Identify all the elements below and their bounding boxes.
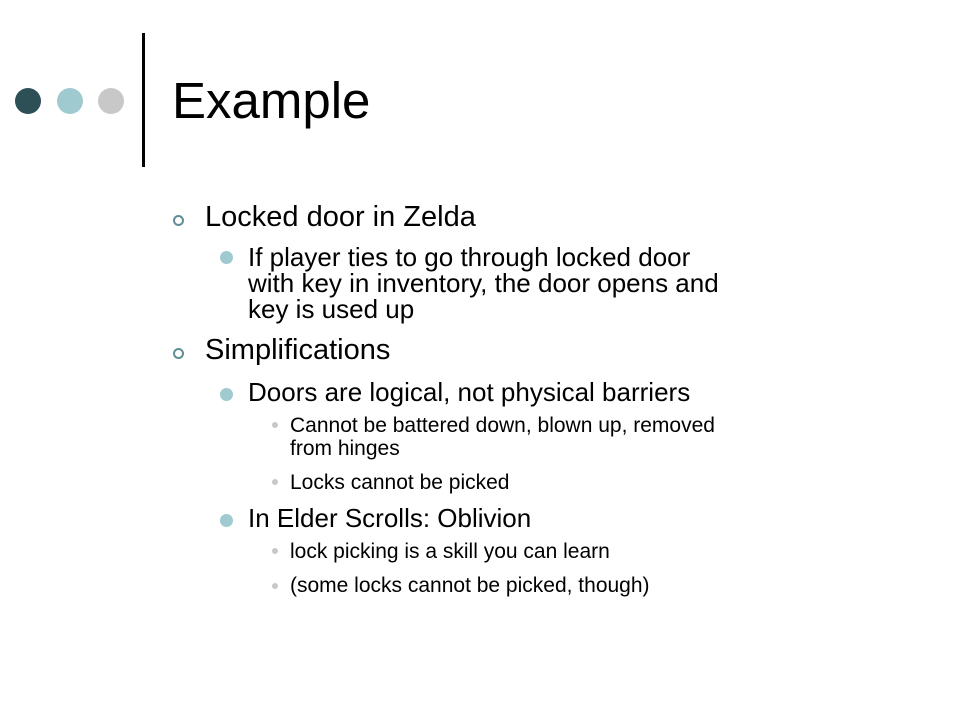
sub-bullet-line: If player ties to go through locked door	[248, 242, 691, 272]
decorative-dot-teal	[57, 88, 83, 114]
sub-bullet-line: with key in inventory, the door opens and	[248, 268, 719, 298]
bullet-text: Simplifications	[205, 334, 391, 366]
sub-sub-bullet-line: from hinges	[290, 437, 400, 460]
sub-sub-bullet-line: lock picking is a skill you can learn	[290, 540, 610, 563]
small-bullet-icon	[272, 583, 278, 589]
sub-sub-bullet-line: Cannot be battered down, blown up, removed	[290, 414, 715, 437]
round-bullet-icon	[220, 388, 233, 401]
ring-bullet-icon	[173, 348, 184, 359]
sub-bullet-line: key is used up	[248, 294, 415, 324]
sub-sub-bullet-line: Locks cannot be picked	[290, 471, 510, 494]
sub-bullet-line: In Elder Scrolls: Oblivion	[248, 503, 532, 533]
ring-bullet-icon	[173, 215, 184, 226]
decorative-dot-dark	[15, 88, 41, 114]
round-bullet-icon	[220, 514, 233, 527]
round-bullet-icon	[220, 251, 233, 264]
decorative-dot-gray	[98, 88, 124, 114]
slide-title: Example	[172, 72, 371, 129]
small-bullet-icon	[272, 422, 278, 428]
sub-sub-bullet-line: (some locks cannot be picked, though)	[290, 574, 650, 597]
bullet-text: Locked door in Zelda	[205, 201, 476, 233]
small-bullet-icon	[272, 479, 278, 485]
sub-bullet-line: Doors are logical, not physical barriers	[248, 377, 691, 407]
small-bullet-icon	[272, 548, 278, 554]
title-vertical-rule	[142, 33, 145, 167]
